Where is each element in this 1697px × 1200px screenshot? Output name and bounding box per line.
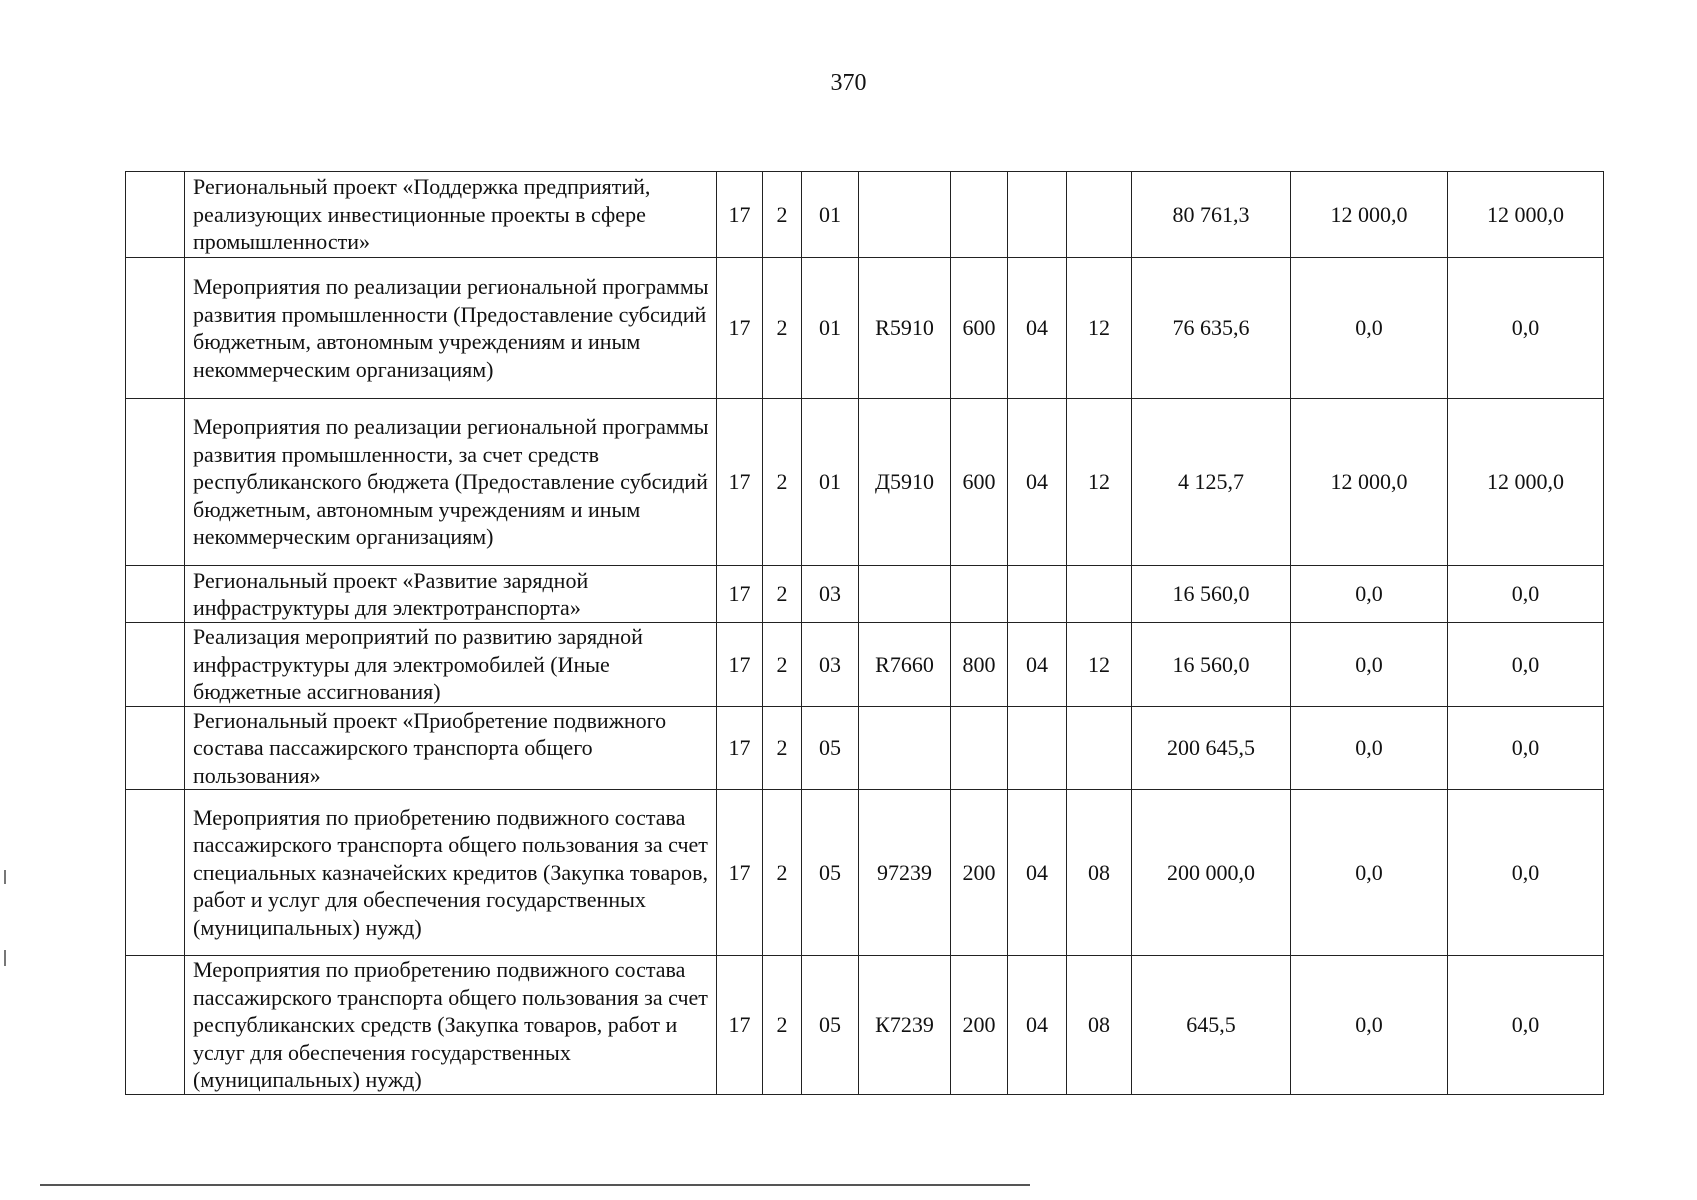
amount-cell: 16 560,0 [1132, 566, 1291, 623]
amount-cell: 0,0 [1291, 258, 1448, 399]
amount-cell: 12 000,0 [1448, 399, 1604, 566]
code-cell: 01 [802, 399, 859, 566]
code-cell: 17 [717, 623, 763, 707]
amount-cell: 0,0 [1291, 790, 1448, 956]
code-cell: 2 [763, 566, 802, 623]
code-cell: 12 [1067, 623, 1132, 707]
code-cell: 17 [717, 956, 763, 1095]
amount-cell: 12 000,0 [1291, 172, 1448, 258]
code-cell: 01 [802, 172, 859, 258]
table-row [126, 706, 1604, 790]
code-cell: 600 [951, 258, 1008, 399]
code-cell: 05 [802, 956, 859, 1095]
item-name: Региональный проект «Развитие зарядной инфраструктуры для электротранспорта» [185, 566, 717, 623]
amount-cell: 0,0 [1448, 956, 1604, 1095]
table-row [126, 399, 1604, 566]
amount-cell: 0,0 [1448, 566, 1604, 623]
code-cell: R5910 [859, 258, 951, 399]
code-cell: 2 [763, 706, 802, 790]
code-cell: К7239 [859, 956, 951, 1095]
code-cell: 04 [1008, 623, 1067, 707]
code-cell: 2 [763, 172, 802, 258]
code-cell [951, 566, 1008, 623]
item-name: Мероприятия по реализации региональной программы развития промышленности (Предоставление субсидий бюджетным, автономным учреждениям и иным некоммерческим организациям) [185, 258, 717, 399]
code-cell: 04 [1008, 956, 1067, 1095]
code-cell: 12 [1067, 258, 1132, 399]
blank-cell [126, 566, 185, 623]
item-name: Мероприятия по реализации региональной программы развития промышленности, за счет средств республиканского бюджета (Предоставление субсидий бюджетным, автономным учреждениям и иным некоммерческим организациям) [185, 399, 717, 566]
amount-cell: 200 000,0 [1132, 790, 1291, 956]
code-cell: Д5910 [859, 399, 951, 566]
amount-cell: 200 645,5 [1132, 706, 1291, 790]
table-row [126, 172, 1604, 258]
blank-cell [126, 258, 185, 399]
code-cell: 2 [763, 623, 802, 707]
blank-cell [126, 399, 185, 566]
amount-cell: 76 635,6 [1132, 258, 1291, 399]
code-cell: 200 [951, 790, 1008, 956]
code-cell [1067, 706, 1132, 790]
code-cell: 04 [1008, 399, 1067, 566]
amount-cell: 4 125,7 [1132, 399, 1291, 566]
amount-cell: 0,0 [1291, 956, 1448, 1095]
blank-cell [126, 790, 185, 956]
item-name: Реализация мероприятий по развитию зарядной инфраструктуры для электромобилей (Иные бюджетные ассигнования) [185, 623, 717, 707]
budget-table [125, 171, 1604, 1095]
code-cell [1067, 172, 1132, 258]
code-cell [859, 172, 951, 258]
code-cell: 03 [802, 566, 859, 623]
amount-cell: 0,0 [1291, 566, 1448, 623]
code-cell: 08 [1067, 790, 1132, 956]
table-row [126, 956, 1604, 1095]
blank-cell [126, 172, 185, 258]
table-row [126, 566, 1604, 623]
code-cell: 17 [717, 706, 763, 790]
code-cell [1008, 706, 1067, 790]
item-name: Мероприятия по приобретению подвижного состава пассажирского транспорта общего пользования за счет специальных казначейских кредитов (Закупка товаров, работ и услуг для обеспечения государственных (муниципальных) нужд) [185, 790, 717, 956]
code-cell: 800 [951, 623, 1008, 707]
scan-artifact-mark [4, 950, 6, 966]
code-cell: 17 [717, 790, 763, 956]
amount-cell: 0,0 [1448, 790, 1604, 956]
code-cell: 2 [763, 790, 802, 956]
code-cell [951, 172, 1008, 258]
code-cell: 200 [951, 956, 1008, 1095]
code-cell [859, 706, 951, 790]
table-row [126, 623, 1604, 707]
code-cell: 17 [717, 172, 763, 258]
amount-cell: 645,5 [1132, 956, 1291, 1095]
blank-cell [126, 956, 185, 1095]
code-cell [859, 566, 951, 623]
code-cell: 08 [1067, 956, 1132, 1095]
code-cell: 2 [763, 399, 802, 566]
amount-cell: 0,0 [1291, 706, 1448, 790]
code-cell: 01 [802, 258, 859, 399]
amount-cell: 12 000,0 [1291, 399, 1448, 566]
amount-cell: 0,0 [1448, 706, 1604, 790]
amount-cell: 16 560,0 [1132, 623, 1291, 707]
table-row [126, 258, 1604, 399]
amount-cell: 0,0 [1448, 623, 1604, 707]
code-cell [951, 706, 1008, 790]
amount-cell: 80 761,3 [1132, 172, 1291, 258]
code-cell: 04 [1008, 258, 1067, 399]
code-cell: 17 [717, 566, 763, 623]
item-name: Мероприятия по приобретению подвижного состава пассажирского транспорта общего пользования за счет республиканских средств (Закупка товаров, работ и услуг для обеспечения государственных (муниципальных) нужд) [185, 956, 717, 1095]
code-cell: 03 [802, 623, 859, 707]
item-name: Региональный проект «Приобретение подвижного состава пассажирского транспорта общего пользования» [185, 706, 717, 790]
code-cell [1008, 566, 1067, 623]
code-cell: 600 [951, 399, 1008, 566]
blank-cell [126, 706, 185, 790]
code-cell: 17 [717, 258, 763, 399]
code-cell: 05 [802, 706, 859, 790]
scan-artifact-mark [4, 870, 6, 884]
code-cell: 97239 [859, 790, 951, 956]
page-number: 370 [830, 70, 867, 96]
blank-cell [126, 623, 185, 707]
code-cell: 2 [763, 258, 802, 399]
table-row [126, 790, 1604, 956]
code-cell: 05 [802, 790, 859, 956]
code-cell [1067, 566, 1132, 623]
code-cell: 2 [763, 956, 802, 1095]
amount-cell: 0,0 [1291, 623, 1448, 707]
amount-cell: 0,0 [1448, 258, 1604, 399]
code-cell: 12 [1067, 399, 1132, 566]
code-cell: 04 [1008, 790, 1067, 956]
item-name: Региональный проект «Поддержка предприятий, реализующих инвестиционные проекты в сфере промышленности» [185, 172, 717, 258]
scan-artifact-line [40, 1184, 1030, 1186]
code-cell: R7660 [859, 623, 951, 707]
amount-cell: 12 000,0 [1448, 172, 1604, 258]
code-cell [1008, 172, 1067, 258]
code-cell: 17 [717, 399, 763, 566]
